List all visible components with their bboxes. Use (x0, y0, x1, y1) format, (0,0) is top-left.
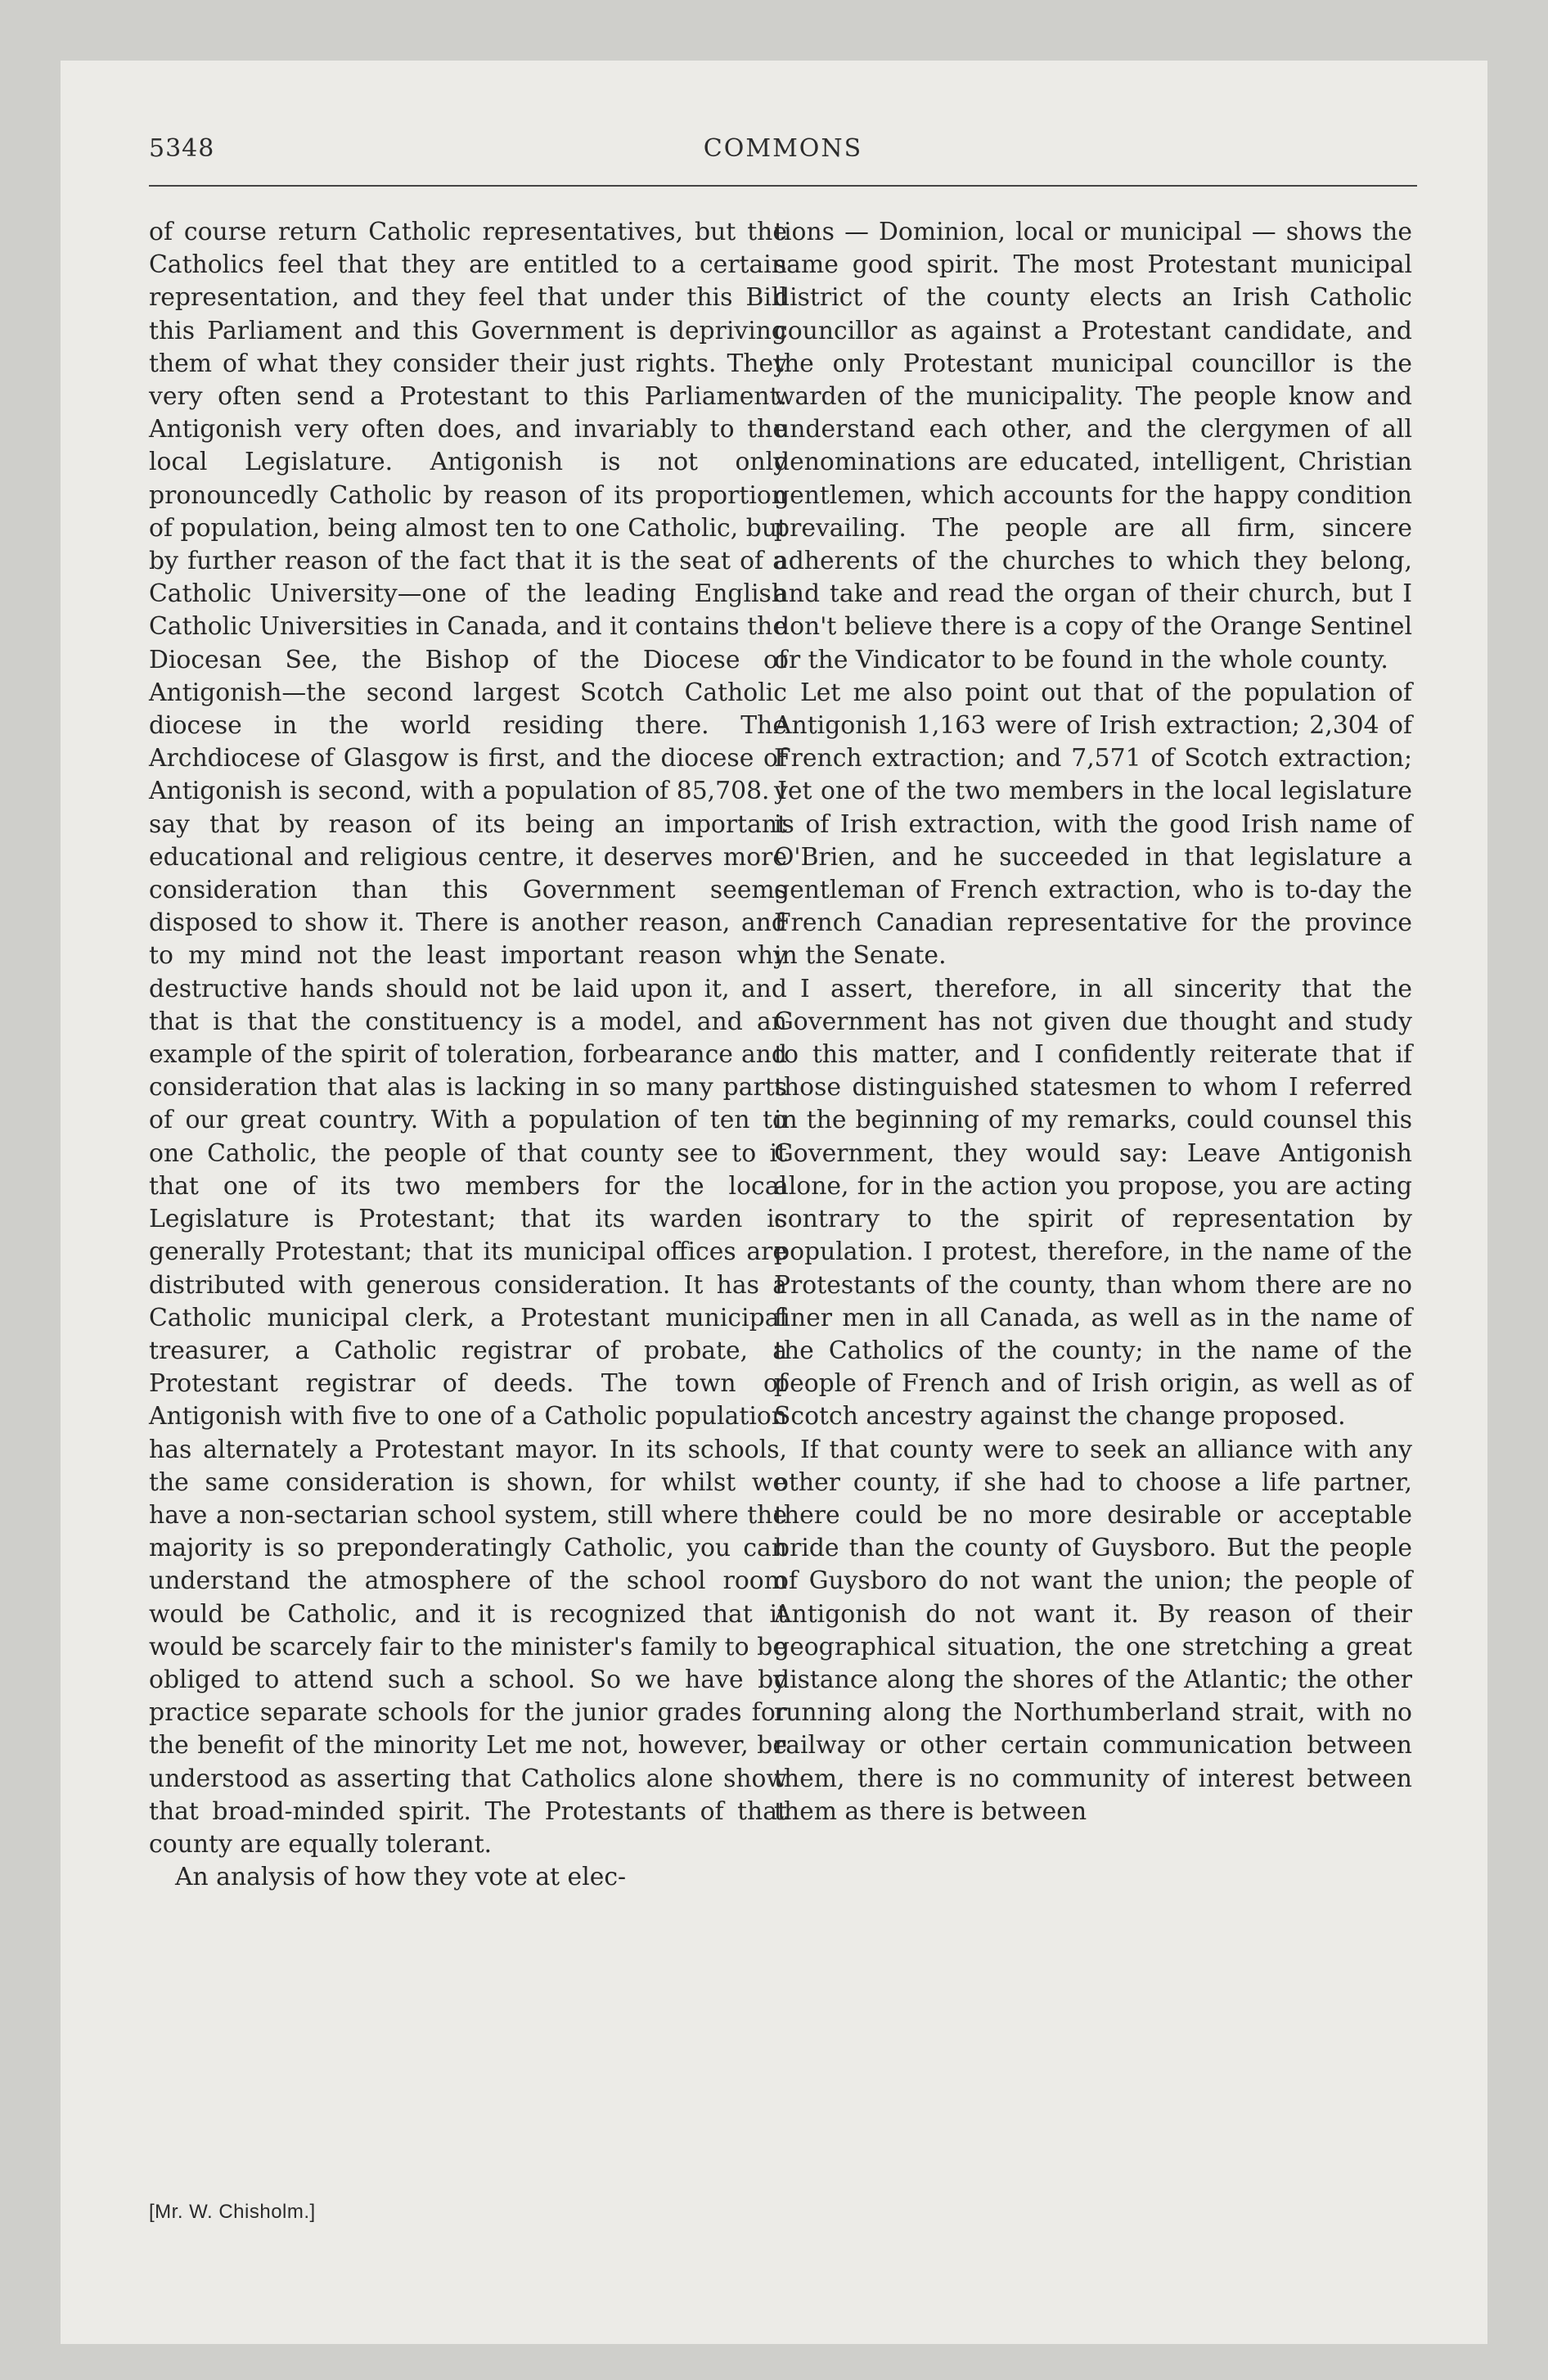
paragraph: I assert, therefore, in all sincerity that the Government has not given due thought and study to this matter, and I confidently reiterate that if those distinguished statesmen to whom I referred in the beginning of my remarks, could counsel this Government, they would say: Leave Antigonish alone, for in the action you propose, you are acting contrary to the spirit of representation by population. I protest, therefore, in the name of the Protestants of the county, than whom there are no finer men in all Canada, as well as in the name of the Catholics of the county; in the name of the people of French and of Irish origin, as well as of Scotch ancestry against the change proposed. (774, 974, 1412, 1431)
header-rule (149, 185, 1417, 187)
left-column (149, 216, 787, 1894)
page-header (149, 126, 1417, 183)
document-page (61, 61, 1487, 2344)
paragraph: If that county were to seek an alliance with any other county, if she had to choose a life partner, there could be no more desirable or acceptable bride than the county of Guysboro. But the people of Guysboro do not want the union; the people of Antigonish do not want it. By reason of their geographical situation, the one stretching a great distance along the shores of the Atlantic; the other running along the Northumberland strait, with no railway or other certain communication between them, there is no community of interest between them as there is between (774, 1435, 1412, 1826)
page-number: 5348 (149, 134, 215, 163)
paragraph: Let me also point out that of the population of Antigonish 1,163 were of Irish extraction; 2,304 of French extraction; and 7,571 of Scotch extraction; yet one of the two members in the local legislature is of Irish extraction, with the good Irish name of O'Brien, and he succeeded in that legislature a gentleman of French extraction, who is to-day the French Canadian representative for the province in the Senate. (774, 678, 1412, 971)
paragraph: An analysis of how they vote at elec- (175, 1863, 627, 1892)
paragraph: tions — Dominion, local or municipal — shows the same good spirit. The most Protestant municipal district of the county elects an Irish Catholic councillor as against a Protestant candidate, and the only Protestant municipal councillor is the warden of the municipality. The people know and understand each other, and the clergymen of all denominations are educated, intelligent, Christian gentlemen, which accounts for the happy condition prevailing. The people are all firm, sincere adherents of the churches to which they belong, and take and read the organ of their church, but I don't believe there is a copy of the Orange Sentinel or the Vindicator to be found in the whole county. (774, 218, 1412, 674)
right-column (774, 216, 1412, 1828)
paragraph: of course return Catholic representatives, but the Catholics feel that they are entitled to a certain representation, and they feel that under this Bill this Parliament and this Government is depriving them of what they consider their just rights. They very often send a Protestant to this Parliament. Antigonish very often does, and invariably to the local Legislature. Antigonish is not only pronouncedly Catholic by reason of its proportion of population, being almost ten to one Catholic, but by further reason of the fact that it is the seat of a Catholic University—one of the leading English Catholic Universities in Canada, and it contains the Diocesan See, the Bishop of the Diocese of Antigonish—the second largest Scotch Catholic diocese in the world residing there. The Archdiocese of Glasgow is first, and the diocese of Antigonish is second, with a population of 85,708. I say that by reason of its being an important educational and religious centre, it deserves more consideration than this Government seems disposed to show it. There is another reason, and to my mind not the least important reason why destructive hands should not be laid upon it, and that is that the constituency is a model, and an example of the spirit of toleration, forbearance and consideration that alas is lacking in so many parts of our great country. With a population of ten to one Catholic, the people of that county see to it that one of its two members for the local Legislature is Protestant; that its warden is generally Protestant; that its municipal offices are distributed with generous consideration. It has a Catholic municipal clerk, a Protestant municipal treasurer, a Catholic registrar of probate, a Protestant registrar of deeds. The town of Antigonish with five to one of a Catholic population has alternately a Protestant mayor. In its schools, the same consideration is shown, for whilst we have a non-sectarian school system, still where the majority is so preponderatingly Catholic, you can understand the atmosphere of the school room would be Catholic, and it is recognized that it would be scarcely fair to the minister's family to be obliged to attend such a school. So we have by practice separate schools for the junior grades for the benefit of the minority Let me not, however, be understood as asserting that Catholics alone show that broad-minded spirit. The Protestants of that county are equally tolerant. (149, 218, 787, 1859)
running-title: COMMONS (703, 134, 863, 163)
speaker-footer: [Mr. W. Chisholm.] (149, 2201, 316, 2223)
